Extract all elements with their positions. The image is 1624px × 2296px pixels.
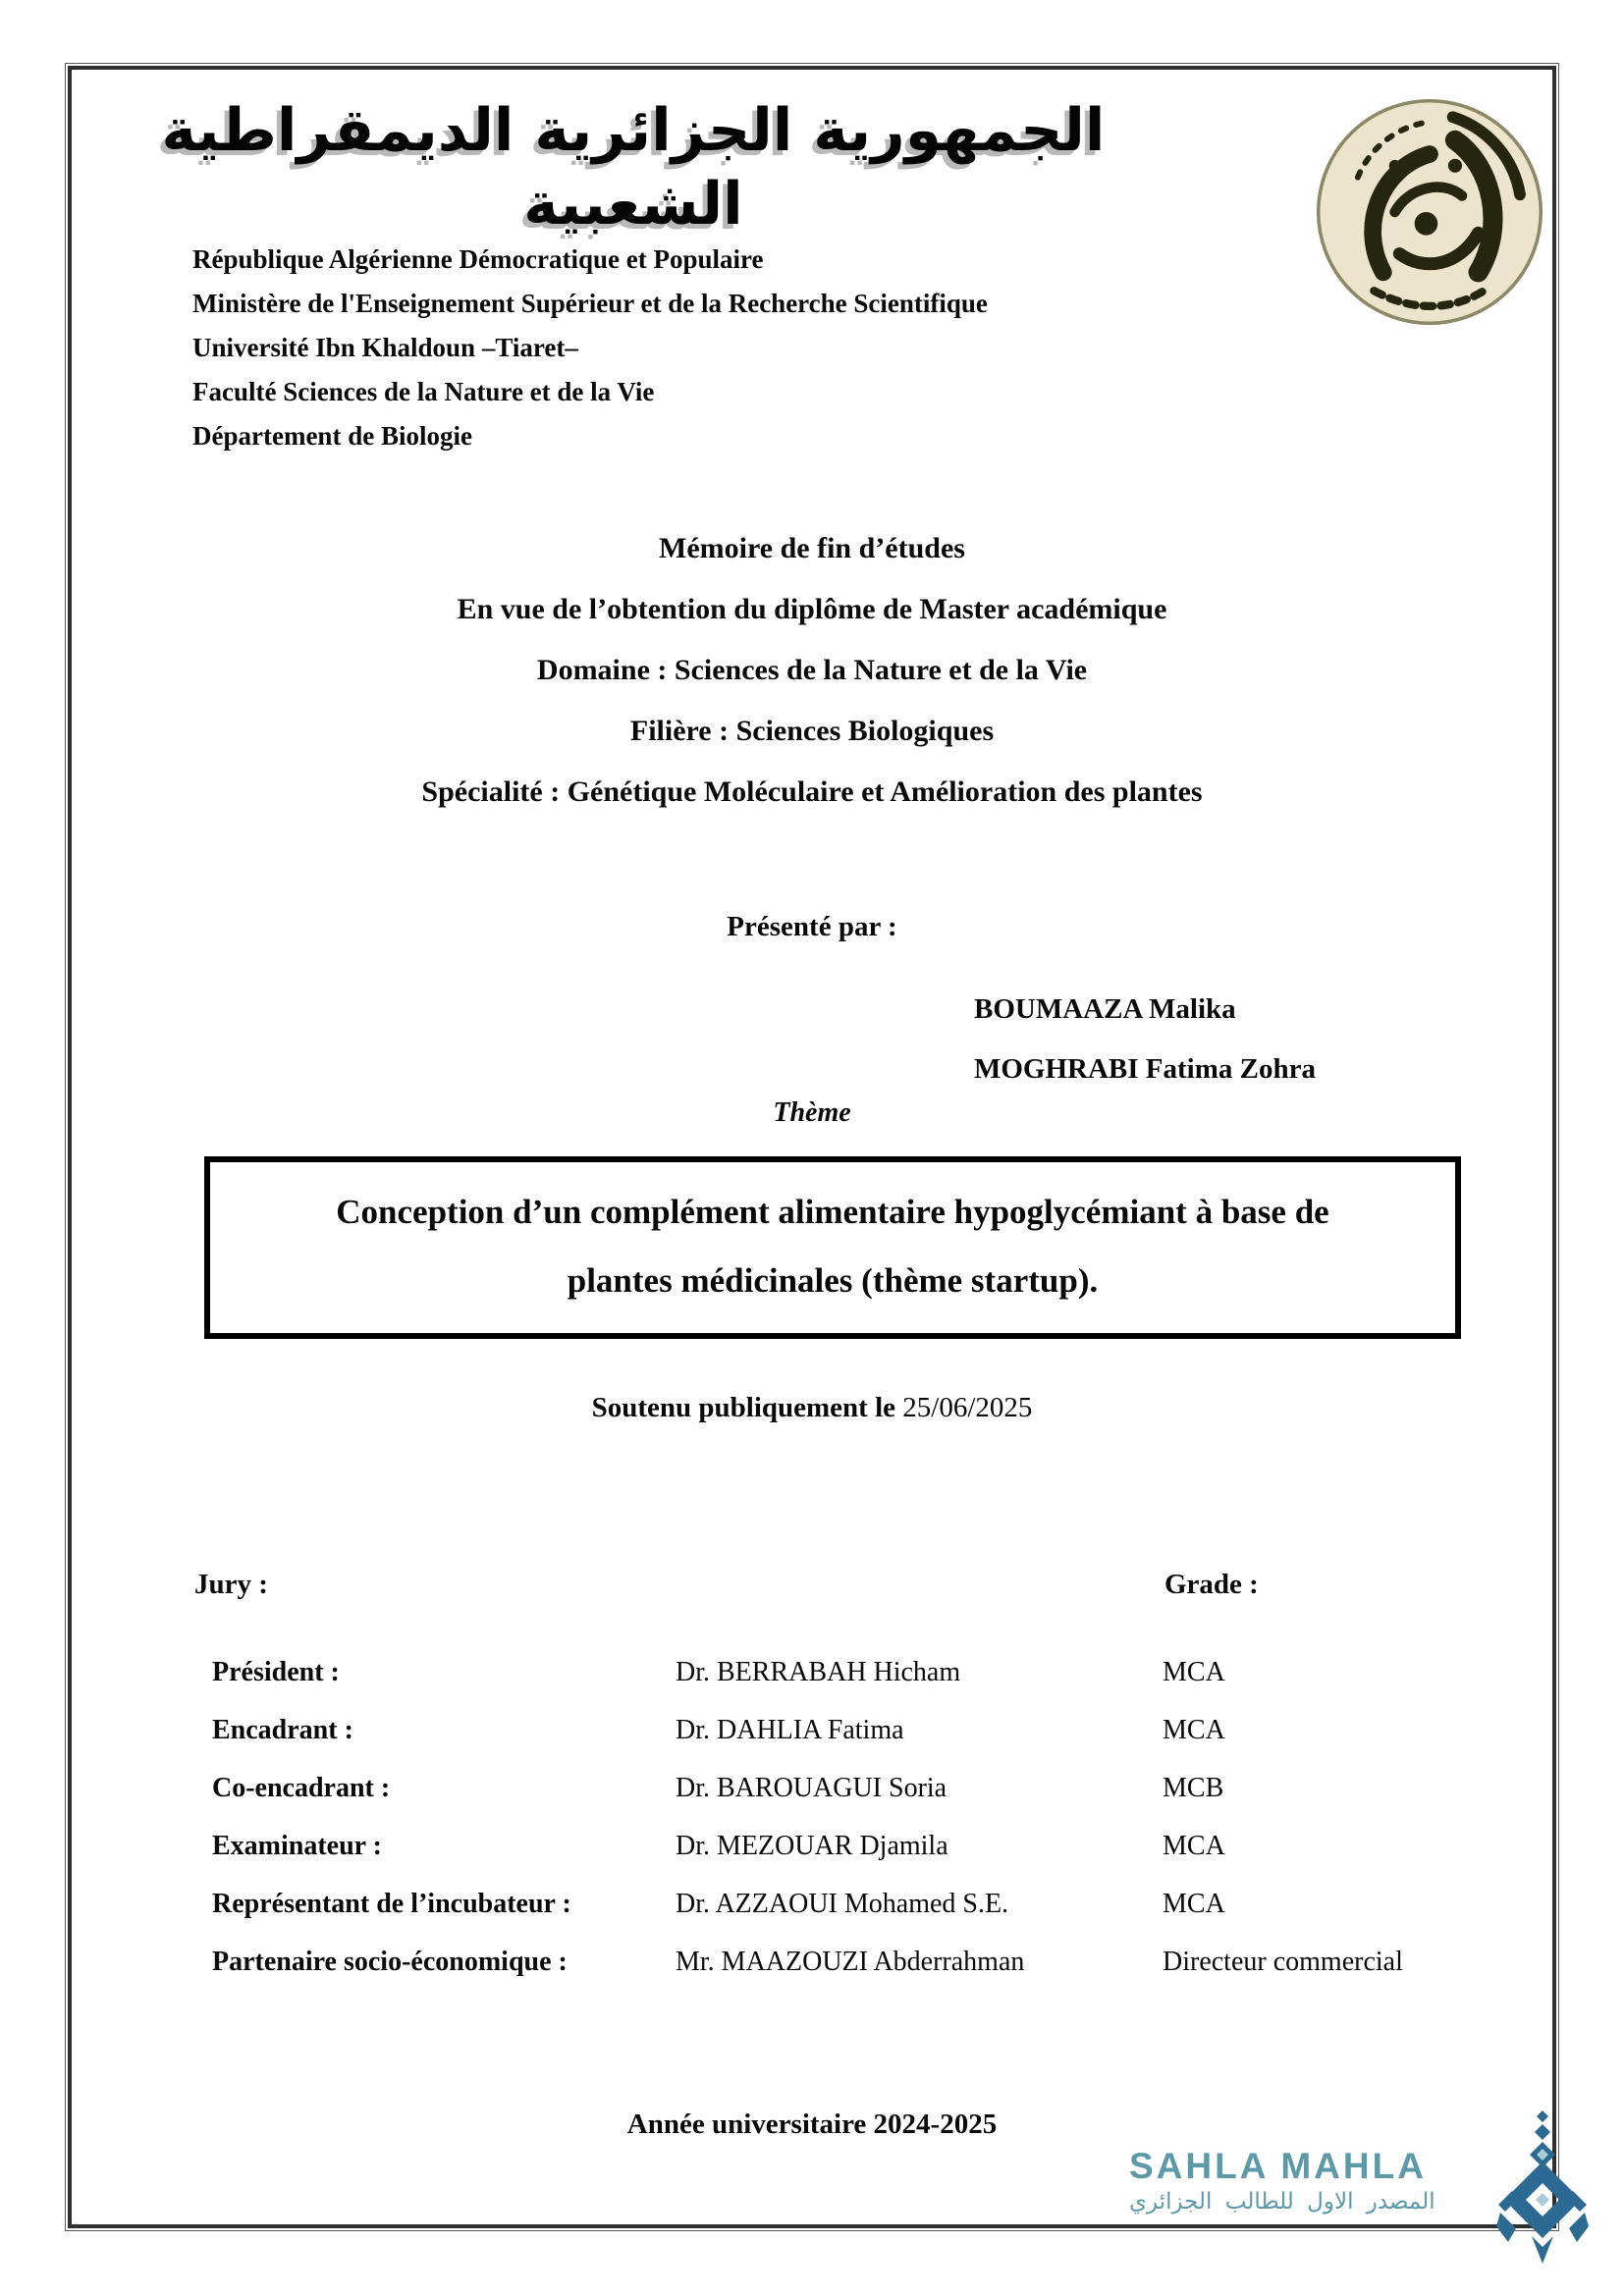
arabic-republic-title: الجمهورية الجزائرية الديمقراطية الشعبية bbox=[161, 96, 1106, 239]
institution-line: Université Ibn Khaldoun –Tiaret– bbox=[192, 333, 578, 362]
author-name: BOUMAAZA Malika bbox=[974, 993, 1236, 1025]
degree-line-diplome: En vue de l’obtention du diplôme de Master académique bbox=[457, 593, 1167, 625]
institution-line: Ministère de l'Enseignement Supérieur et de la Recherche Scientifique bbox=[192, 289, 988, 318]
institution-line: Département de Biologie bbox=[192, 421, 472, 451]
jury-name: Dr. DAHLIA Fatima bbox=[676, 1715, 904, 1745]
jury-role: Encadrant : bbox=[212, 1715, 353, 1745]
jury-name: Dr. MEZOUAR Djamila bbox=[676, 1831, 948, 1861]
brand-name: SAHLA MAHLA bbox=[1129, 2146, 1427, 2186]
degree-line-domaine: Domaine : Sciences de la Nature et de la Vie bbox=[536, 654, 1088, 686]
jury-label: Jury : bbox=[194, 1569, 268, 1600]
jury-name: Mr. MAAZOUZI Abderrahman bbox=[676, 1947, 1025, 1977]
jury-grade: MCA bbox=[1163, 1657, 1225, 1687]
jury-grade: MCA bbox=[1163, 1889, 1225, 1919]
defense-label: Soutenu publiquement le bbox=[591, 1392, 896, 1423]
degree-line-specialite: Spécialité : Génétique Moléculaire et Amélioration des plantes bbox=[421, 775, 1203, 808]
degree-line-filiere: Filière : Sciences Biologiques bbox=[629, 715, 995, 747]
grade-label: Grade : bbox=[1164, 1569, 1259, 1600]
defense-date: 25/06/2025 bbox=[902, 1392, 1033, 1423]
thesis-title: Conception d’un complément alimentaire hypoglycémiant à base de plantes médicinales (thème startup). bbox=[336, 1193, 1329, 1300]
jury-name: Dr. BERRABAH Hicham bbox=[676, 1657, 961, 1687]
jury-grade: MCA bbox=[1163, 1715, 1225, 1745]
authors-block bbox=[974, 980, 1316, 1099]
jury-grade: Directeur commercial bbox=[1163, 1947, 1403, 1977]
defense-date-line bbox=[0, 1392, 1624, 1424]
jury-role: Représentant de l’incubateur : bbox=[212, 1889, 571, 1919]
theme-label: Thème bbox=[773, 1097, 851, 1128]
jury-role: Partenaire socio-économique : bbox=[212, 1947, 568, 1977]
brand-tagline-arabic: المصدر الاول للطالب الجزائري bbox=[1129, 2189, 1435, 2215]
jury-role: Co-encadrant : bbox=[212, 1773, 391, 1803]
jury-role: Président : bbox=[212, 1657, 340, 1687]
jury-name: Dr. AZZAOUI Mohamed S.E. bbox=[676, 1889, 1009, 1919]
institution-block bbox=[192, 238, 988, 458]
institution-line: République Algérienne Démocratique et Populaire bbox=[192, 244, 764, 274]
institution-line: Faculté Sciences de la Nature et de la Vie bbox=[192, 377, 655, 406]
author-name: MOGHRABI Fatima Zohra bbox=[974, 1053, 1316, 1085]
jury-grade: MCB bbox=[1163, 1773, 1224, 1803]
academic-year: Année universitaire 2024-2025 bbox=[626, 2109, 998, 2140]
thesis-title-box bbox=[204, 1156, 1461, 1339]
presented-by-label: Présenté par : bbox=[727, 911, 897, 942]
brand-emblem-icon bbox=[1496, 2110, 1589, 2264]
jury-role: Examinateur : bbox=[212, 1831, 382, 1861]
degree-line-memoire: Mémoire de fin d’études bbox=[659, 532, 965, 564]
university-seal-logo bbox=[1314, 96, 1545, 328]
degree-block bbox=[118, 518, 1506, 823]
jury-name: Dr. BAROUAGUI Soria bbox=[676, 1773, 947, 1803]
jury-grade: MCA bbox=[1163, 1831, 1225, 1861]
